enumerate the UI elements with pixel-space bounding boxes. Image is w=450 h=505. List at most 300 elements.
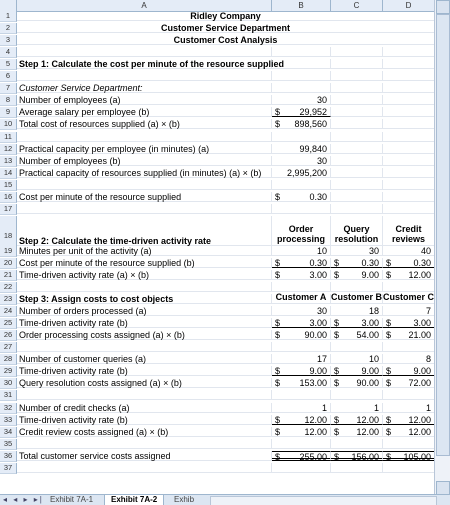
cell-b13[interactable]	[272, 156, 331, 166]
cell-d23[interactable]	[383, 294, 435, 304]
cell-a15[interactable]	[17, 180, 272, 190]
cell-d1[interactable]	[383, 11, 435, 21]
row-19	[0, 246, 435, 256]
cell-d18[interactable]	[383, 216, 435, 246]
cell-value: 29,952	[299, 107, 327, 118]
cell-a3[interactable]: Customer Cost Analysis	[17, 35, 435, 45]
cell-b35[interactable]	[272, 439, 331, 449]
cell-value: 12.00	[304, 426, 327, 437]
cell-d16[interactable]	[383, 192, 435, 202]
row-8	[0, 95, 435, 105]
cell-c37[interactable]	[331, 463, 383, 473]
cell-c21[interactable]	[331, 270, 383, 280]
cell-value: 3.00	[309, 318, 327, 329]
cell-a30[interactable]: Query resolution costs assigned (a) × (b)	[17, 378, 272, 388]
cell-a27[interactable]	[17, 342, 272, 352]
row-header[interactable]: 4	[0, 47, 17, 58]
cell-a32[interactable]: Number of credit checks (a)	[17, 403, 272, 413]
cell-d14[interactable]	[383, 168, 435, 178]
cell-b32[interactable]	[272, 403, 331, 413]
cell-a24[interactable]: Number of orders processed (a)	[17, 306, 272, 316]
cell-a18[interactable]: Step 2: Calculate the time-driven activity rate	[17, 216, 272, 246]
cell-a28[interactable]: Number of customer queries (a)	[17, 354, 272, 364]
cell-b5[interactable]	[272, 59, 331, 69]
cell-d11[interactable]	[383, 132, 435, 142]
cell-d3[interactable]	[383, 35, 435, 45]
cell-b6[interactable]	[272, 71, 331, 81]
row-22	[0, 282, 435, 292]
cell-value: 0.30	[361, 257, 379, 268]
cell-a25[interactable]: Time-driven activity rate (b)	[17, 318, 272, 328]
cell-d5[interactable]	[383, 59, 435, 69]
column-heading: Query resolution	[334, 223, 379, 244]
row-26	[0, 330, 435, 340]
row-33	[0, 415, 435, 425]
currency-symbol: $	[275, 257, 281, 268]
scroll-thumb[interactable]	[436, 14, 450, 456]
cell-a10[interactable]: Total cost of resources supplied (a) × (b)	[17, 119, 272, 129]
currency-symbol: $	[275, 191, 281, 202]
row-23	[0, 294, 435, 304]
cell-c16[interactable]	[331, 192, 383, 202]
row-27	[0, 342, 435, 352]
currency-symbol: $	[334, 366, 340, 377]
row-2	[0, 23, 435, 33]
cell-value: 105.00	[403, 451, 431, 462]
cell-b22[interactable]	[272, 282, 331, 292]
row-header[interactable]: 29	[0, 366, 17, 377]
row-header[interactable]: 9	[0, 107, 17, 118]
cell-a9[interactable]: Average salary per employee (b)	[17, 107, 272, 117]
cell-c24[interactable]	[331, 306, 383, 316]
cell-d37[interactable]	[383, 463, 435, 473]
select-all-corner[interactable]	[0, 0, 17, 11]
row-5	[0, 59, 435, 69]
row-header[interactable]: 11	[0, 132, 17, 143]
cell-b17[interactable]	[272, 204, 331, 214]
cell-c32[interactable]	[331, 403, 383, 413]
cell-a13[interactable]: Number of employees (b)	[17, 156, 272, 166]
currency-symbol: $	[334, 269, 340, 280]
cell-c28[interactable]	[331, 354, 383, 364]
row-header[interactable]: 12	[0, 144, 17, 155]
tab-exhib[interactable]: Exhib	[174, 495, 195, 504]
cell-c12[interactable]	[331, 144, 383, 154]
row-header[interactable]: 22	[0, 282, 17, 293]
row-header[interactable]: 5	[0, 59, 17, 70]
cell-value: 9.00	[361, 269, 379, 280]
cell-a34[interactable]: Credit review costs assigned (a) × (b)	[17, 427, 272, 437]
row-header[interactable]: 37	[0, 463, 17, 474]
cell-b26[interactable]	[272, 330, 331, 340]
cell-b19[interactable]	[272, 246, 331, 256]
row-header[interactable]: 32	[0, 403, 17, 414]
cell-b11[interactable]	[272, 132, 331, 142]
cell-d20[interactable]	[383, 258, 435, 268]
currency-symbol: $	[334, 318, 340, 329]
cell-c33[interactable]	[331, 415, 383, 425]
row-14	[0, 168, 435, 178]
cell-value: 54.00	[356, 330, 379, 341]
cell-c30[interactable]	[331, 378, 383, 388]
cell-b33[interactable]	[272, 415, 331, 425]
cell-d10[interactable]	[383, 119, 435, 129]
scroll-up-button[interactable]	[436, 0, 450, 14]
row-header[interactable]: 3	[0, 35, 17, 46]
currency-symbol: $	[275, 378, 281, 389]
cell-value: 10	[316, 245, 327, 256]
cell-a20[interactable]: Cost per minute of the resource supplied (b)	[17, 258, 272, 268]
cell-a12[interactable]: Practical capacity per employee (in minutes) (a)	[17, 144, 272, 154]
row-header[interactable]: 15	[0, 180, 17, 191]
currency-symbol: $	[334, 451, 340, 462]
cell-a7[interactable]: Customer Service Department:	[17, 83, 272, 93]
cell-b14[interactable]	[272, 168, 331, 178]
cell-value: 1	[321, 402, 327, 413]
row-3	[0, 35, 435, 45]
cell-a8[interactable]: Number of employees (a)	[17, 95, 272, 105]
cell-b16[interactable]	[272, 192, 331, 202]
currency-symbol: $	[386, 257, 392, 268]
cell-a5[interactable]: Step 1: Calculate the cost per minute of the resource supplied	[19, 59, 285, 70]
cell-a37[interactable]	[17, 463, 272, 473]
cell-a26[interactable]: Order processing costs assigned (a) × (b)	[17, 330, 272, 340]
cell-a16[interactable]: Cost per minute of the resource supplied	[17, 192, 272, 202]
row-header[interactable]: 24	[0, 306, 17, 317]
cell-c14[interactable]	[331, 168, 383, 178]
row-header[interactable]: 10	[0, 119, 17, 130]
currency-symbol: $	[275, 107, 281, 118]
cell-c31[interactable]	[331, 390, 383, 400]
row-36	[0, 451, 435, 461]
cell-c26[interactable]	[331, 330, 383, 340]
cell-c22[interactable]	[331, 282, 383, 292]
cell-d12[interactable]	[383, 144, 435, 154]
cell-c17[interactable]	[331, 204, 383, 214]
cell-d36[interactable]	[383, 451, 435, 461]
cell-a19[interactable]: Minutes per unit of the activity (a)	[17, 246, 272, 256]
cell-d19[interactable]	[383, 246, 435, 256]
cell-value: 2,995,200	[286, 167, 327, 178]
cell-a17[interactable]	[17, 204, 272, 214]
row-header[interactable]: 20	[0, 258, 17, 269]
cell-d31[interactable]	[383, 390, 435, 400]
cell-c9[interactable]	[331, 107, 383, 117]
row-header[interactable]: 6	[0, 71, 17, 82]
cell-b34[interactable]	[272, 427, 331, 437]
currency-symbol: $	[275, 269, 281, 280]
cell-d22[interactable]	[383, 282, 435, 292]
cell-value: 3.00	[309, 269, 327, 280]
cell-c35[interactable]	[331, 439, 383, 449]
cell-d24[interactable]	[383, 306, 435, 316]
currency-symbol: $	[334, 257, 340, 268]
row-6	[0, 71, 435, 81]
cell-value: 30	[316, 155, 327, 166]
currency-symbol: $	[275, 366, 281, 377]
currency-symbol: $	[386, 366, 392, 377]
cell-b18[interactable]	[272, 216, 331, 246]
row-header[interactable]: 25	[0, 318, 17, 329]
cell-a11[interactable]	[17, 132, 272, 142]
cell-b31[interactable]	[272, 390, 331, 400]
cell-b7[interactable]	[272, 83, 331, 93]
cell-a14[interactable]: Practical capacity of resources supplied (in minutes) (a) × (b)	[17, 168, 272, 178]
row-13	[0, 156, 435, 166]
cell-c23[interactable]	[331, 294, 383, 304]
currency-symbol: $	[334, 414, 340, 425]
row-7	[0, 83, 435, 93]
cell-value: 12.00	[408, 414, 431, 425]
cell-value: 12.00	[408, 426, 431, 437]
currency-symbol: $	[386, 330, 392, 341]
cell-b1[interactable]	[272, 11, 331, 21]
row-4	[0, 47, 435, 57]
cell-b8[interactable]	[272, 95, 331, 105]
row-31	[0, 390, 435, 400]
cell-b25[interactable]	[272, 318, 331, 328]
cell-b4[interactable]	[272, 47, 331, 57]
cell-value: 3.00	[413, 318, 431, 329]
row-29	[0, 366, 435, 376]
cell-b30[interactable]	[272, 378, 331, 388]
cell-b3[interactable]	[272, 35, 331, 45]
row-header[interactable]: 2	[0, 23, 17, 34]
cell-c3[interactable]	[331, 35, 383, 45]
currency-symbol: $	[275, 451, 281, 462]
row-21	[0, 270, 435, 280]
row-header[interactable]: 23	[0, 294, 17, 305]
cell-d9[interactable]	[383, 107, 435, 117]
cell-value: 12.00	[408, 269, 431, 280]
currency-symbol: $	[275, 414, 281, 425]
scroll-down-button[interactable]	[436, 481, 450, 495]
cell-d6[interactable]	[383, 71, 435, 81]
cell-c10[interactable]	[331, 119, 383, 129]
cell-c7[interactable]	[331, 83, 383, 93]
cell-d21[interactable]	[383, 270, 435, 280]
cell-value: 30	[368, 245, 379, 256]
cell-b12[interactable]	[272, 144, 331, 154]
row-header[interactable]: 8	[0, 95, 17, 106]
cell-b9[interactable]	[272, 107, 331, 117]
cell-d33[interactable]	[383, 415, 435, 425]
row-25	[0, 318, 435, 328]
cell-b20[interactable]	[272, 258, 331, 268]
tab-exhibit-7a-1[interactable]: Exhibit 7A-1	[50, 495, 94, 504]
cell-d2[interactable]	[383, 23, 435, 33]
column-header-c[interactable]: C	[331, 0, 383, 11]
row-16	[0, 192, 435, 202]
cell-value: 40	[420, 245, 431, 256]
currency-symbol: $	[275, 119, 281, 130]
row-header[interactable]: 19	[0, 246, 17, 257]
column-header-a[interactable]: A	[17, 0, 272, 11]
tab-exhibit-7a-2[interactable]: Exhibit 7A-2	[104, 495, 164, 505]
currency-symbol: $	[275, 318, 281, 329]
cell-d29[interactable]	[383, 366, 435, 376]
cell-d7[interactable]	[383, 83, 435, 93]
currency-symbol: $	[275, 330, 281, 341]
cell-a35[interactable]	[17, 439, 272, 449]
horizontal-scrollbar[interactable]	[210, 496, 437, 505]
cell-a23[interactable]: Step 3: Assign costs to cost objects	[17, 294, 272, 304]
row-header[interactable]: 35	[0, 439, 17, 450]
column-heading: Customer C	[383, 292, 435, 303]
cell-value: 255.00	[299, 451, 327, 462]
sheet-nav-arrows-icon[interactable]: ◂ ◂ ▸ ▸|	[3, 495, 44, 504]
cell-b27[interactable]	[272, 342, 331, 352]
cell-value: 18	[368, 306, 379, 317]
row-header[interactable]: 27	[0, 342, 17, 353]
cell-c8[interactable]	[331, 95, 383, 105]
cell-value: 898,560	[294, 119, 327, 130]
cell-value: 12.00	[356, 414, 379, 425]
cell-d17[interactable]	[383, 204, 435, 214]
cell-d34[interactable]	[383, 427, 435, 437]
cell-value: 9.00	[413, 366, 431, 377]
cell-c11[interactable]	[331, 132, 383, 142]
row-28	[0, 354, 435, 364]
currency-symbol: $	[386, 426, 392, 437]
row-header[interactable]: 1	[0, 11, 17, 22]
cell-a29[interactable]: Time-driven activity rate (b)	[17, 366, 272, 376]
cell-value: 30	[316, 95, 327, 106]
cell-b2[interactable]	[272, 23, 331, 33]
cell-d26[interactable]	[383, 330, 435, 340]
row-24	[0, 306, 435, 316]
cell-value: 99,840	[299, 143, 327, 154]
row-18	[0, 216, 435, 246]
column-header-d[interactable]: D	[383, 0, 435, 11]
cell-c4[interactable]	[331, 47, 383, 57]
cell-value: 9.00	[309, 366, 327, 377]
cell-b36[interactable]	[272, 451, 331, 461]
cell-b24[interactable]	[272, 306, 331, 316]
row-1	[0, 11, 435, 21]
cell-c19[interactable]	[331, 246, 383, 256]
cell-a22[interactable]	[17, 282, 272, 292]
cell-value: 7	[425, 306, 431, 317]
row-32	[0, 403, 435, 413]
cell-c6[interactable]	[331, 71, 383, 81]
currency-symbol: $	[334, 330, 340, 341]
cell-c18[interactable]	[331, 216, 383, 246]
cell-d28[interactable]	[383, 354, 435, 364]
row-header[interactable]: 31	[0, 390, 17, 401]
cell-b28[interactable]	[272, 354, 331, 364]
cell-d35[interactable]	[383, 439, 435, 449]
cell-value: 30	[316, 306, 327, 317]
cell-a4[interactable]	[17, 47, 272, 57]
cell-value: 10	[368, 354, 379, 365]
currency-symbol: $	[386, 318, 392, 329]
cell-c29[interactable]	[331, 366, 383, 376]
cell-a36[interactable]: Total customer service costs assigned	[17, 451, 272, 461]
cell-a2[interactable]: Customer Service Department	[17, 23, 435, 33]
cell-c2[interactable]	[331, 23, 383, 33]
row-header[interactable]: 18	[0, 216, 17, 247]
row-10	[0, 119, 435, 129]
cell-c20[interactable]	[331, 258, 383, 268]
cell-b37[interactable]	[272, 463, 331, 473]
cell-b23[interactable]	[272, 294, 331, 304]
cell-value: 0.30	[309, 257, 327, 268]
currency-symbol: $	[275, 426, 281, 437]
row-header[interactable]: 7	[0, 83, 17, 94]
cell-value: 0.30	[413, 257, 431, 268]
cell-c15[interactable]	[331, 180, 383, 190]
row-header[interactable]: 14	[0, 168, 17, 179]
cell-b29[interactable]	[272, 366, 331, 376]
cell-value: 1	[425, 402, 431, 413]
currency-symbol: $	[386, 378, 392, 389]
cell-c1[interactable]	[331, 11, 383, 21]
cell-c34[interactable]	[331, 427, 383, 437]
row-34	[0, 427, 435, 437]
cell-c25[interactable]	[331, 318, 383, 328]
row-header[interactable]: 34	[0, 427, 17, 438]
row-header[interactable]: 30	[0, 378, 17, 389]
cell-c27[interactable]	[331, 342, 383, 352]
cell-c13[interactable]	[331, 156, 383, 166]
cell-value: 17	[316, 354, 327, 365]
row-header[interactable]: 17	[0, 204, 17, 215]
row-header[interactable]: 26	[0, 330, 17, 341]
cell-c36[interactable]	[331, 451, 383, 461]
cell-c5[interactable]	[331, 59, 383, 69]
column-heading: Credit reviews	[391, 223, 426, 244]
cell-value: 90.00	[356, 378, 379, 389]
cell-d32[interactable]	[383, 403, 435, 413]
cell-value: 156.00	[351, 451, 379, 462]
cell-value: 21.00	[408, 330, 431, 341]
row-37	[0, 463, 435, 473]
row-12	[0, 144, 435, 154]
row-17	[0, 204, 435, 214]
cell-a1[interactable]: Ridley Company	[17, 11, 435, 21]
cell-a6[interactable]	[17, 71, 272, 81]
cell-b10[interactable]	[272, 119, 331, 129]
cell-a21[interactable]: Time-driven activity rate (a) × (b)	[17, 270, 272, 280]
cell-value: 3.00	[361, 318, 379, 329]
column-header-b[interactable]: B	[272, 0, 331, 11]
cell-d13[interactable]	[383, 156, 435, 166]
row-header[interactable]: 36	[0, 451, 17, 462]
cell-d4[interactable]	[383, 47, 435, 57]
row-header[interactable]: 33	[0, 415, 17, 426]
cell-b21[interactable]	[272, 270, 331, 280]
vertical-scrollbar[interactable]	[434, 0, 450, 495]
cell-a31[interactable]	[17, 390, 272, 400]
currency-symbol: $	[334, 378, 340, 389]
cell-b15[interactable]	[272, 180, 331, 190]
row-30	[0, 378, 435, 388]
row-header[interactable]: 28	[0, 354, 17, 365]
row-header[interactable]: 13	[0, 156, 17, 167]
cell-d25[interactable]	[383, 318, 435, 328]
cell-value: 90.00	[304, 330, 327, 341]
cell-d27[interactable]	[383, 342, 435, 352]
cell-d30[interactable]	[383, 378, 435, 388]
cell-d15[interactable]	[383, 180, 435, 190]
cell-d8[interactable]	[383, 95, 435, 105]
cell-value: 1	[373, 402, 379, 413]
row-header[interactable]: 16	[0, 192, 17, 203]
cell-a33[interactable]: Time-driven activity rate (b)	[17, 415, 272, 425]
row-11	[0, 132, 435, 142]
row-header[interactable]: 21	[0, 270, 17, 281]
